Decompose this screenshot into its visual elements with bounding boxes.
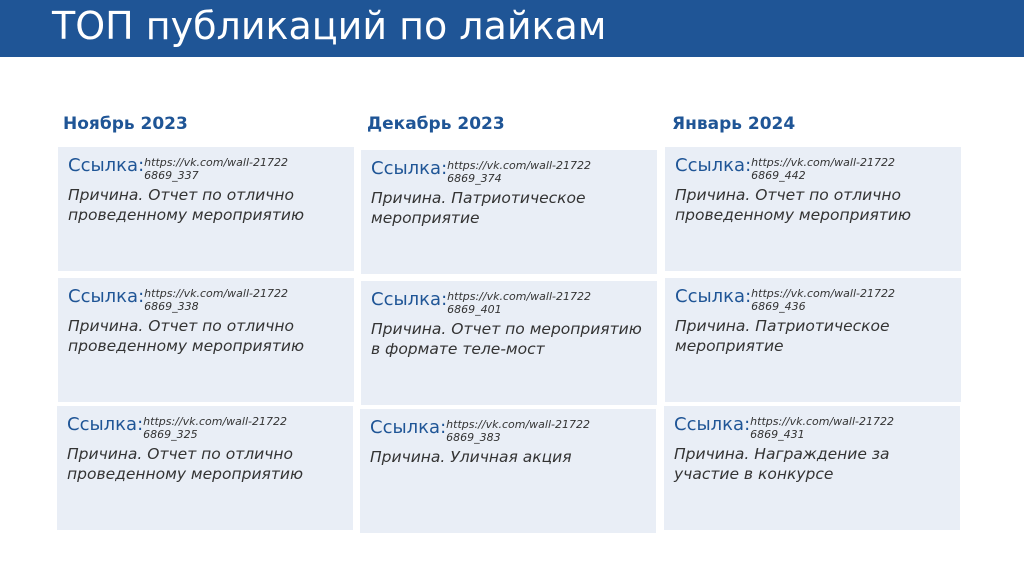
link-line: [371, 289, 647, 316]
link-line: [68, 155, 344, 182]
link-line: [68, 286, 344, 313]
post-link[interactable]: https://vk.com/wall-217226869_401: [447, 290, 591, 316]
link-label: Ссылка:: [68, 286, 145, 307]
slide-title: ТОП публикаций по лайкам: [52, 4, 607, 48]
link-line: [67, 414, 343, 441]
reason-text: Причина. Отчет по отлично проведенному мероприятию: [67, 445, 303, 483]
link-label: Ссылка:: [674, 414, 751, 435]
link-label: Ссылка:: [67, 414, 144, 435]
link-label: Ссылка:: [371, 158, 448, 179]
reason-text: Причина. Отчет по отлично проведенному мероприятию: [675, 186, 911, 224]
post-link[interactable]: https://vk.com/wall-217226869_325: [143, 415, 287, 441]
reason-text: Причина. Отчет по мероприятию в формате теле-мост: [371, 320, 642, 358]
post-card: [57, 406, 353, 530]
reason-text: Причина. Патриотическое мероприятие: [371, 189, 586, 227]
link-label: Ссылка:: [68, 155, 145, 176]
post-card: [665, 147, 961, 271]
post-link[interactable]: https://vk.com/wall-217226869_431: [750, 415, 894, 441]
reason-text: Причина. Отчет по отлично проведенному мероприятию: [68, 186, 304, 224]
post-card: [361, 150, 657, 274]
post-card: [665, 278, 961, 402]
post-link[interactable]: https://vk.com/wall-217226869_337: [144, 156, 288, 182]
reason-text: Причина. Награждение за участие в конкурсе: [674, 445, 890, 483]
month-heading-november: Ноябрь 2023: [63, 114, 188, 134]
post-card: [58, 147, 354, 271]
link-label: Ссылка:: [675, 155, 752, 176]
post-card: [361, 281, 657, 405]
post-link[interactable]: https://vk.com/wall-217226869_436: [751, 287, 895, 313]
post-card: [360, 409, 656, 533]
link-line: [370, 417, 646, 444]
reason-text: Причина. Уличная акция: [370, 448, 572, 466]
link-label: Ссылка:: [370, 417, 447, 438]
reason-text: Причина. Отчет по отлично проведенному мероприятию: [68, 317, 304, 355]
link-line: [674, 414, 950, 441]
post-card: [58, 278, 354, 402]
post-link[interactable]: https://vk.com/wall-217226869_338: [144, 287, 288, 313]
post-card: [664, 406, 960, 530]
link-label: Ссылка:: [371, 289, 448, 310]
link-line: [675, 286, 951, 313]
post-link[interactable]: https://vk.com/wall-217226869_383: [446, 418, 590, 444]
post-link[interactable]: https://vk.com/wall-217226869_374: [447, 159, 591, 185]
link-label: Ссылка:: [675, 286, 752, 307]
reason-text: Причина. Патриотическое мероприятие: [675, 317, 890, 355]
month-heading-january: Январь 2024: [672, 114, 796, 134]
post-link[interactable]: https://vk.com/wall-217226869_442: [751, 156, 895, 182]
link-line: [675, 155, 951, 182]
link-line: [371, 158, 647, 185]
month-heading-december: Декабрь 2023: [367, 114, 505, 134]
